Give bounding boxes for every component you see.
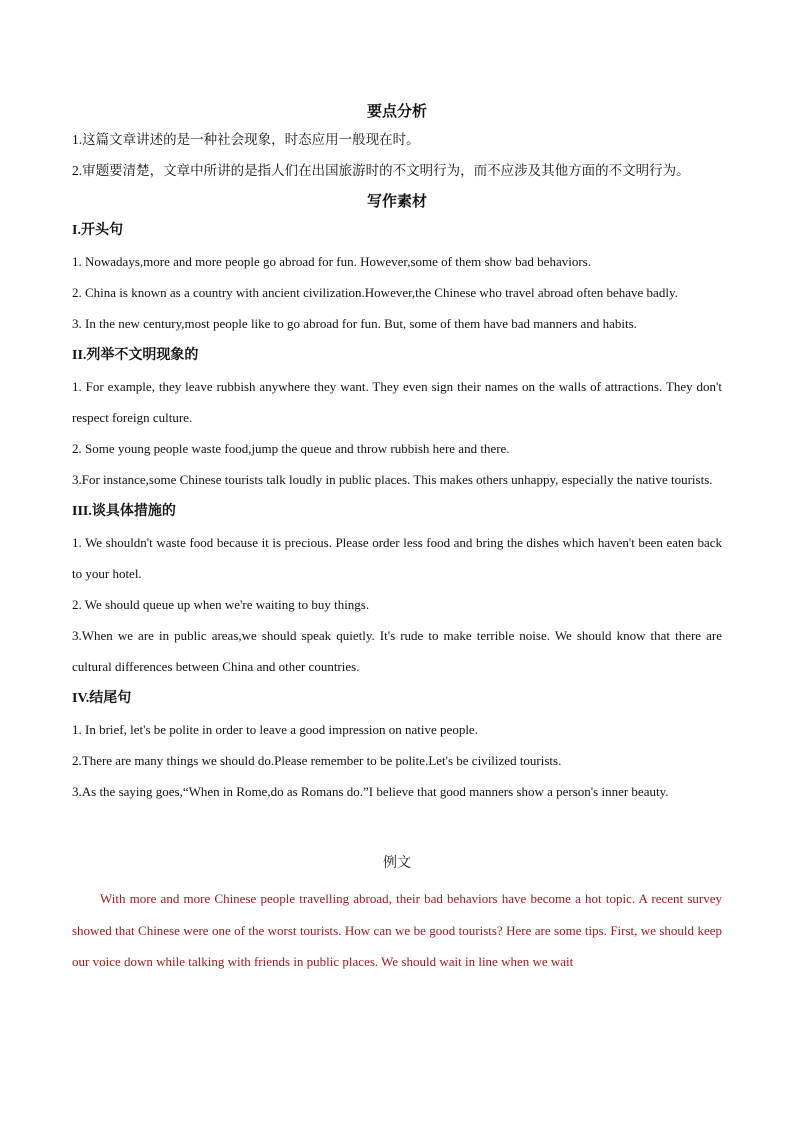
analysis-title: 要点分析: [366, 104, 427, 120]
bad-behavior-sentence-3: 3.For instance,some Chinese tourists talk loudly in public places. This makes others unhappy, especially the native tourists.: [72, 472, 713, 487]
material-title: 写作素材: [366, 194, 427, 210]
example-title: 例文: [383, 856, 411, 871]
opening-sentence-1: 1. Nowadays,more and more people go abroad for fun. However,some of them show bad behaviors.: [72, 254, 591, 269]
section-heading-measures: III.谈具体措施的: [72, 504, 176, 519]
bad-behavior-sentence-1: 1. For example, they leave rubbish anywhere they want. They even sign their names on the walls of attractions. They don't respect foreign culture.: [72, 379, 722, 425]
opening-sentence-3: 3. In the new century,most people like to go abroad for fun. But, some of them have bad manners and habits.: [72, 316, 637, 331]
section-heading-closing: IV.结尾句: [72, 691, 132, 706]
closing-sentence-3: 3.As the saying goes,“When in Rome,do as Romans do.”I believe that good manners show a person's inner beauty.: [72, 784, 669, 799]
document-page: [72, 100, 722, 978]
section-heading-bad-behaviors: II.列举不文明现象的: [72, 348, 199, 363]
section-heading-opening: I.开头句: [72, 223, 123, 238]
measure-sentence-1: 1. We shouldn't waste food because it is precious. Please order less food and bring the dishes which haven't been eaten back to your hotel.: [72, 535, 722, 581]
bad-behavior-sentence-2: 2. Some young people waste food,jump the queue and throw rubbish here and there.: [72, 441, 510, 456]
closing-sentence-2: 2.There are many things we should do.Please remember to be polite.Let's be civilized tourists.: [72, 753, 562, 768]
measure-sentence-3: 3.When we are in public areas,we should speak quietly. It's rude to make terrible noise. We should know that there are cultural differences between China and other countries.: [72, 628, 722, 674]
measure-sentence-2: 2. We should queue up when we're waiting to buy things.: [72, 597, 370, 612]
analysis-line-2: 2.审题要清楚，文章中所讲的是指人们在出国旅游时的不文明行为，而不应涉及其他方面的不文明行为。: [72, 163, 690, 178]
analysis-line-1: 1.这篇文章讲述的是一种社会现象，时态应用一般现在时。: [72, 132, 420, 147]
closing-sentence-1: 1. In brief, let's be polite in order to leave a good impression on native people.: [72, 722, 478, 737]
opening-sentence-2: 2. China is known as a country with ancient civilization.However,the Chinese who travel abroad often behave badly.: [72, 285, 678, 300]
example-body: With more and more Chinese people travelling abroad, their bad behaviors have become a hot topic. A recent survey showed that Chinese were one of the worst tourists. How can we be good tourists? Here are some tips. First, we should keep our voice down while talking with friends in public places. We should wait in line when we wait: [72, 891, 722, 969]
